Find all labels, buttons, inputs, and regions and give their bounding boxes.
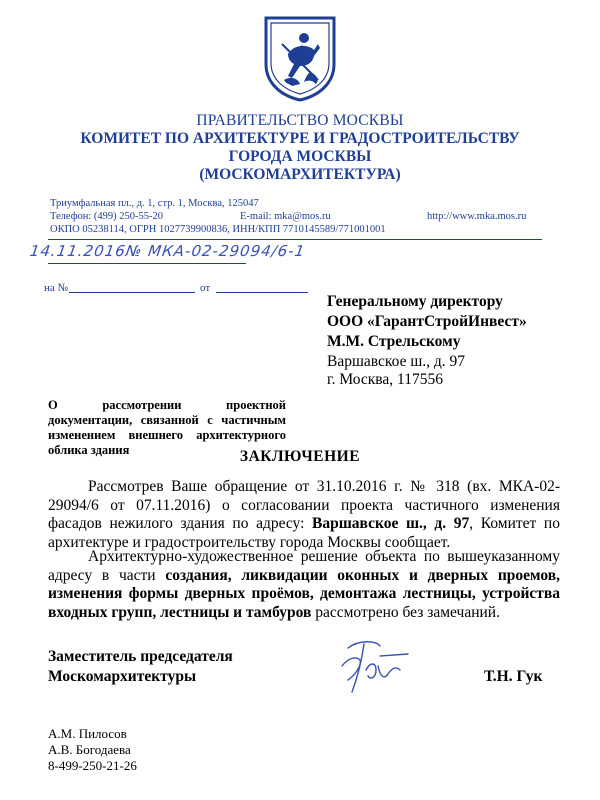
executor-name-2: А.В. Богодаева <box>48 742 131 757</box>
on-number-field-line <box>69 292 195 293</box>
committee-title-line3: (МОСКОМАРХИТЕКТУРА) <box>199 166 401 183</box>
p2-text-a: Архитектурно-художественное решение объекта по вышеуказанному адресу в части <box>48 548 560 584</box>
contact-email: E-mail: mka@mos.ru <box>240 211 331 222</box>
signatory-name: Т.Н. Гук <box>484 668 543 685</box>
document-title: ЗАКЛЮЧЕНИЕ <box>239 448 361 465</box>
p2-works-bold: создания, ликвидации оконных и дверных проемов, изменения формы дверных проёмов, демонтажа лестницы, устройства входных групп, лестницы и тамбуров <box>48 566 560 621</box>
moscow-coat-of-arms-icon <box>262 14 338 102</box>
government-title: ПРАВИТЕЛЬСТВО МОСКВЫ <box>196 112 404 129</box>
committee-title-line1: КОМИТЕТ ПО АРХИТЕКТУРЕ И ГРАДОСТРОИТЕЛЬСТВУ <box>80 130 520 147</box>
executor-phone: 8-499-250-21-26 <box>48 758 137 773</box>
outgoing-number-underline <box>48 263 246 264</box>
contact-address: Триумфальная пл., д. 1, стр. 1, Москва, 125047 <box>50 198 259 209</box>
signatory-position-line1: Заместитель председателя <box>48 648 233 665</box>
p1-address-bold: Варшавское ш., д. 97 <box>312 515 470 532</box>
p2-text-c: рассмотрено без замечаний. <box>311 603 500 621</box>
header-divider <box>48 239 542 240</box>
executor-name-1: А.М. Пилосов <box>48 726 127 741</box>
contact-codes: ОКПО 05238114, ОГРН 1027739900836, ИНН/КПП 7710145589/771001001 <box>50 224 386 235</box>
handwritten-signature-icon <box>318 636 418 696</box>
from-date-field-line <box>216 292 308 293</box>
addressee-street: Варшавское ш., д. 97 <box>327 353 466 370</box>
outgoing-number-handwritten: 14.11.2016№ МКА-02-29094/6-1 <box>28 242 307 260</box>
addressee-position: Генеральному директору <box>327 293 503 310</box>
contact-phone: Телефон: (499) 250-55-20 <box>50 211 164 222</box>
p1-text-c: , Комитет по архитектуре и градостроительству города Москвы сообщает. <box>48 515 560 551</box>
committee-title-line2: ГОРОДА МОСКВЫ <box>228 148 372 165</box>
body-paragraph-1 <box>48 478 560 552</box>
addressee-company: ООО «ГарантСтройИнвест» <box>327 313 527 330</box>
on-number-label: на № <box>44 282 69 294</box>
contact-website: http://www.mka.mos.ru <box>427 211 527 222</box>
addressee-name: М.М. Стрельскому <box>327 333 461 350</box>
letter-subject: О рассмотрении проектной документации, связанной с частичным изменением внешнего архитектурного облика здания <box>48 398 286 457</box>
from-date-label: от <box>200 282 211 294</box>
addressee-city: г. Москва, 117556 <box>327 371 443 388</box>
p1-text-a: Рассмотрев Ваше обращение от 31.10.2016 г. № 318 (вх. МКА-02-29094/6 от 07.11.2016) о согласовании проекта частичного изменения фасадов нежилого здания по адресу: <box>48 478 560 532</box>
signatory-position-line2: Москомархитектуры <box>48 668 197 685</box>
body-paragraph-2 <box>48 548 560 622</box>
